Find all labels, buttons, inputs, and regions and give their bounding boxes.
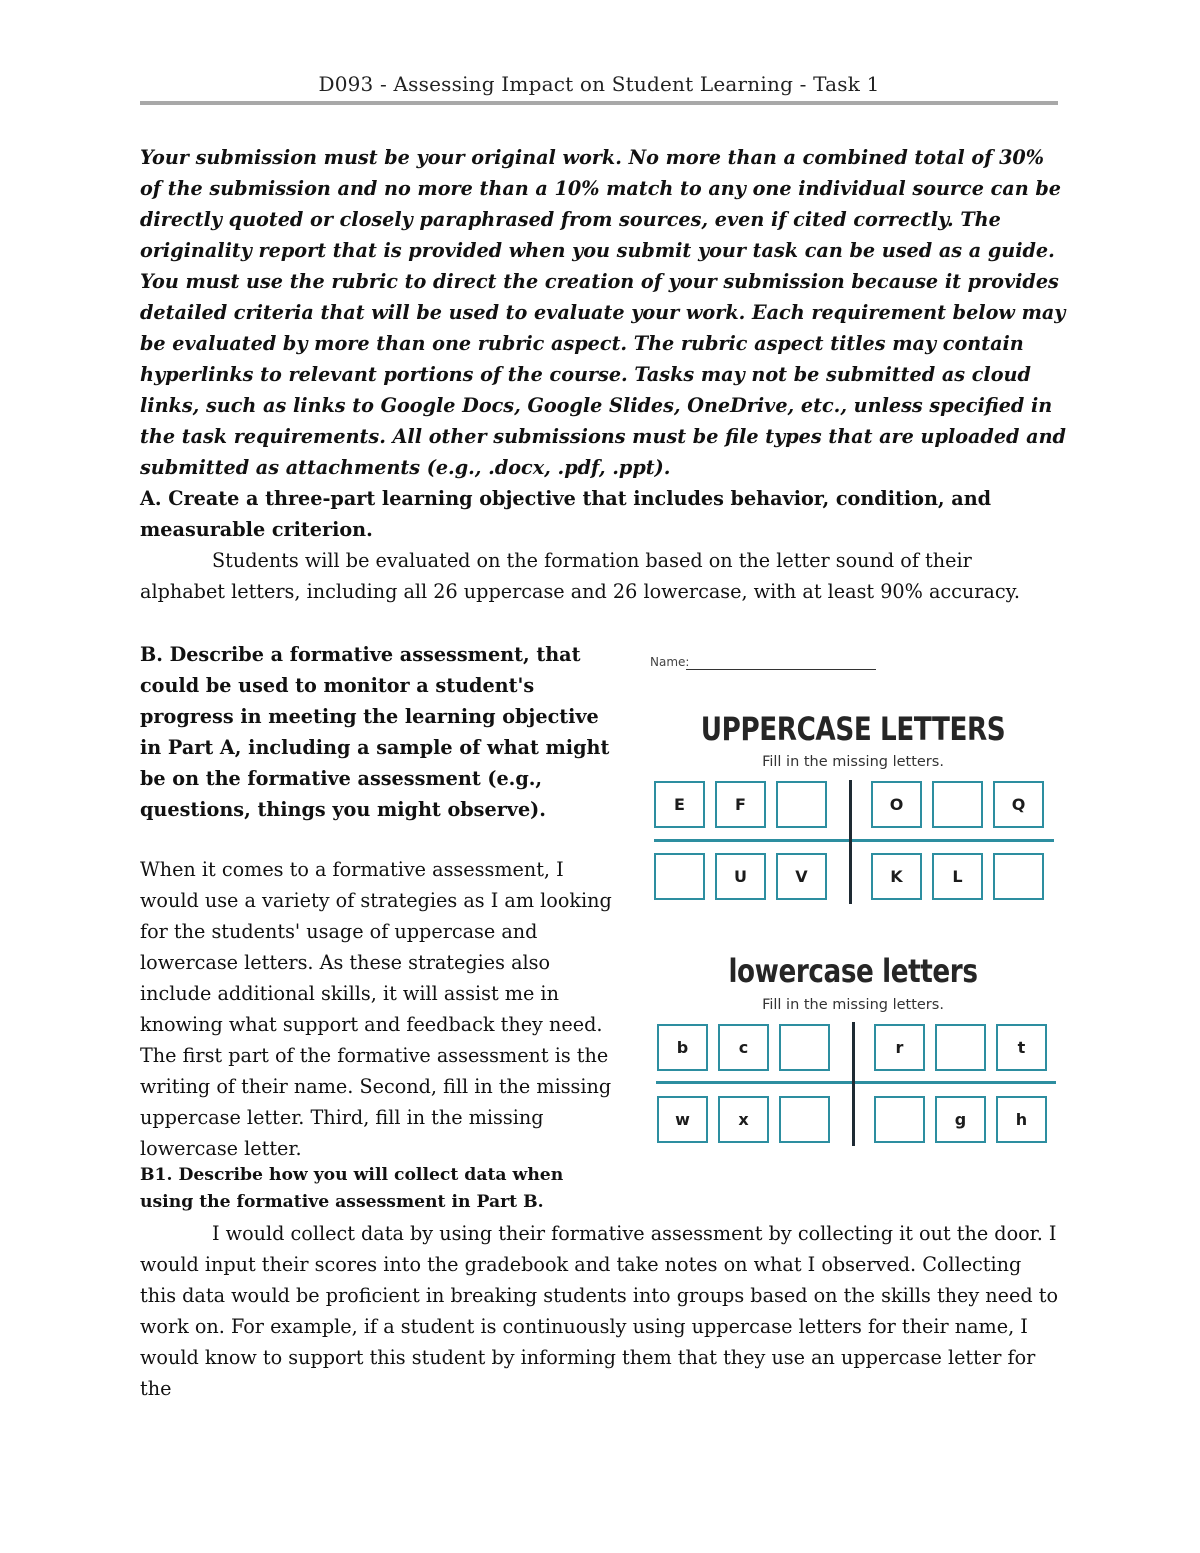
- letter-box: x: [718, 1096, 769, 1143]
- section-b1-heading: B1. Describe how you will collect data when using the formative assessment in Part B.: [140, 1165, 564, 1212]
- section-b1-body: I would collect data by using their formative assessment by collecting it out the door. I would input their scores into the gradebook and take notes on what I observed. Collecting this data would be proficient in breaking students into groups based on the skills they need to work on. For example, if a student is continuously using uppercase letters for their name, I would know to support this student by informing them that they use an uppercase letter for the: [140, 1222, 1059, 1400]
- lowercase-grid: [654, 1022, 1054, 1146]
- uppercase-subtitle: Fill in the missing letters.: [762, 754, 944, 770]
- letter-box: t: [996, 1024, 1047, 1071]
- section-b-content: [140, 854, 615, 1164]
- letter-box: [874, 1096, 925, 1143]
- page-header-title: D093 - Assessing Impact on Student Learning - Task 1: [318, 72, 880, 96]
- letter-box: h: [996, 1096, 1047, 1143]
- grid-divider-horizontal: [654, 839, 1054, 842]
- section-a-body: Students will be evaluated on the formation based on the letter sound of their alphabet letters, including all 26 uppercase and 26 lowercase, with at least 90% accuracy.: [140, 549, 1021, 603]
- grid-divider-vertical: [849, 780, 852, 904]
- letter-box: K: [871, 853, 922, 900]
- letter-box: [993, 853, 1044, 900]
- uppercase-grid: [654, 780, 1054, 904]
- worksheet-name-line: [686, 669, 876, 670]
- letter-box: [776, 781, 827, 828]
- letter-box: Q: [993, 781, 1044, 828]
- letter-box: U: [715, 853, 766, 900]
- letter-box: [779, 1096, 830, 1143]
- section-b1: [140, 1218, 1060, 1404]
- section-a-heading: A. Create a three-part learning objective that includes behavior, condition, and measurable criterion.: [140, 487, 992, 541]
- letters-worksheet: [646, 648, 1060, 1158]
- grid-divider-vertical: [852, 1022, 855, 1146]
- letter-box: O: [871, 781, 922, 828]
- section-b: [140, 639, 610, 825]
- section-a: [140, 483, 1060, 607]
- letter-box: w: [657, 1096, 708, 1143]
- letter-box: c: [718, 1024, 769, 1071]
- letter-box: [935, 1024, 986, 1071]
- letter-box: g: [935, 1096, 986, 1143]
- letter-box: V: [776, 853, 827, 900]
- submission-instructions: Your submission must be your original work. No more than a combined total of 30% of the submission and no more than a 10% match to any one individual source can be directly quoted or closely paraphrased from sources, even if cited correctly. The originality report that is provided when you submit your task can be used as a guide. You must use the rubric to direct the creation of your submission because it provides detailed criteria that will be used to evaluate your work. Each requirement below may be evaluated by more than one rubric aspect. The rubric aspect titles may contain hyperlinks to relevant portions of the course. Tasks may not be submitted as cloud links, such as links to Google Docs, Google Slides, OneDrive, etc., unless specified in the task requirements. All other submissions must be file types that are uploaded and submitted as attachments (e.g., .docx, .pdf, .ppt).: [140, 146, 1066, 479]
- section-b-body: When it comes to a formative assessment, I would use a variety of strategies as I am looking for the students' usage of uppercase and lowercase letters. As these strategies also include additional skills, it will assist me in knowing what support and feedback they need. The first part of the formative assessment is the writing of their name. Second, fill in the missing uppercase letter. Third, fill in the missing lowercase letter.: [140, 858, 612, 1160]
- lowercase-subtitle: Fill in the missing letters.: [762, 997, 944, 1013]
- uppercase-title: UPPERCASE LETTERS: [700, 710, 1006, 748]
- lowercase-title: lowercase letters: [728, 952, 978, 990]
- letter-box: L: [932, 853, 983, 900]
- letter-box: F: [715, 781, 766, 828]
- letter-box: r: [874, 1024, 925, 1071]
- letter-box: E: [654, 781, 705, 828]
- grid-divider-horizontal: [656, 1081, 1056, 1084]
- letter-box: [654, 853, 705, 900]
- section-b-heading: B. Describe a formative assessment, that could be used to monitor a student's progress in meeting the learning objective in Part A, including a sample of what might be on the formative assessment (e.g., questions, things you might observe).: [140, 643, 610, 821]
- header-divider: [140, 101, 1058, 105]
- letter-box: [932, 781, 983, 828]
- letter-box: [779, 1024, 830, 1071]
- worksheet-name-label: Name:: [650, 655, 690, 669]
- letter-box: b: [657, 1024, 708, 1071]
